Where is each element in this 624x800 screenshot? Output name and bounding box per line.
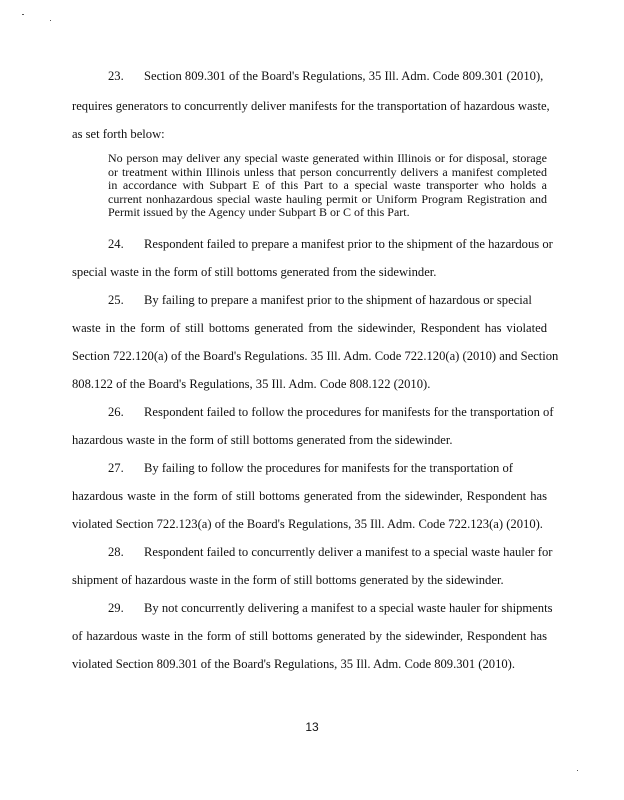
paragraph-text: Section 809.301 of the Board's Regulations, 35 Ill. Adm. Code 809.301 (2010), xyxy=(144,69,544,83)
paragraph-number: 24. xyxy=(108,237,124,251)
paragraph-29-line: violated Section 809.301 of the Board's Regulations, 35 Ill. Adm. Code 809.301 (2010). xyxy=(72,657,516,671)
paragraph-number: 27. xyxy=(108,461,124,475)
paragraph-25-line: waste in the form of still bottoms generated from the sidewinder, Respondent has violated xyxy=(72,321,547,335)
paragraph-25-line: 808.122 of the Board's Regulations, 35 Ill. Adm. Code 808.122 (2010). xyxy=(72,377,431,391)
paragraph-number: 28. xyxy=(108,545,124,559)
paragraph-text: By failing to follow the procedures for manifests for the transportation of xyxy=(144,461,513,475)
paragraph-text: Respondent failed to concurrently deliver a manifest to a special waste hauler for xyxy=(144,545,553,559)
paragraph-25-line: Section 722.120(a) of the Board's Regulations. 35 Ill. Adm. Code 722.120(a) (2010) and Section xyxy=(72,349,559,363)
quote-line: No person may deliver any special waste generated within Illinois or for disposal, storage xyxy=(108,151,547,165)
paragraph-27-line: violated Section 722.123(a) of the Board's Regulations, 35 Ill. Adm. Code 722.123(a) (2010). xyxy=(72,517,543,531)
paragraph-29-line: of hazardous waste in the form of still bottoms generated by the sidewinder, Respondent has xyxy=(72,629,547,643)
paragraph-number: 25. xyxy=(108,293,124,307)
quote-line: in accordance with Subpart E of this Part to a special waste transporter who holds a xyxy=(108,178,547,193)
paragraph-25-first-line xyxy=(108,292,547,308)
page-number: 13 xyxy=(305,720,319,734)
paragraph-24-first-line xyxy=(108,236,553,252)
paragraph-24-line: special waste in the form of still bottoms generated from the sidewinder. xyxy=(72,265,437,279)
scan-mark xyxy=(22,14,24,15)
paragraph-number: 29. xyxy=(108,601,124,615)
paragraph-26-line: hazardous waste in the form of still bottoms generated from the sidewinder. xyxy=(72,433,453,447)
paragraph-27-line: hazardous waste in the form of still bottoms generated from the sidewinder, Respondent has xyxy=(72,489,547,503)
paragraph-number: 23. xyxy=(108,69,124,83)
paragraph-23-line: requires generators to concurrently deliver manifests for the transportation of hazardous waste, xyxy=(72,99,550,113)
paragraph-27-first-line xyxy=(108,460,547,476)
paragraph-28-line: shipment of hazardous waste in the form of still bottoms generated by the sidewinder. xyxy=(72,573,504,587)
scan-mark xyxy=(577,770,578,771)
paragraph-text: By failing to prepare a manifest prior to the shipment of hazardous or special xyxy=(144,293,532,307)
quote-line: or treatment within Illinois unless that person concurrently delivers a manifest completed xyxy=(108,164,547,179)
paragraph-23-first-line xyxy=(108,68,547,84)
quote-line: current nonhazardous special waste hauling permit or Uniform Program Registration and xyxy=(108,191,547,206)
paragraph-28-first-line xyxy=(108,544,553,560)
paragraph-text: Respondent failed to prepare a manifest prior to the shipment of the hazardous or xyxy=(144,237,553,251)
quote-line: Permit issued by the Agency under Subpart B or C of this Part. xyxy=(108,205,410,220)
paragraph-29-first-line xyxy=(108,600,553,616)
paragraph-text: Respondent failed to follow the procedures for manifests for the transportation of xyxy=(144,405,554,419)
paragraph-23-line: as set forth below: xyxy=(72,127,165,141)
block-quote xyxy=(108,152,547,220)
paragraph-text: By not concurrently delivering a manifest to a special waste hauler for shipments xyxy=(144,601,553,615)
paragraph-26-first-line xyxy=(108,404,554,420)
scan-mark xyxy=(50,20,51,21)
paragraph-number: 26. xyxy=(108,405,124,419)
